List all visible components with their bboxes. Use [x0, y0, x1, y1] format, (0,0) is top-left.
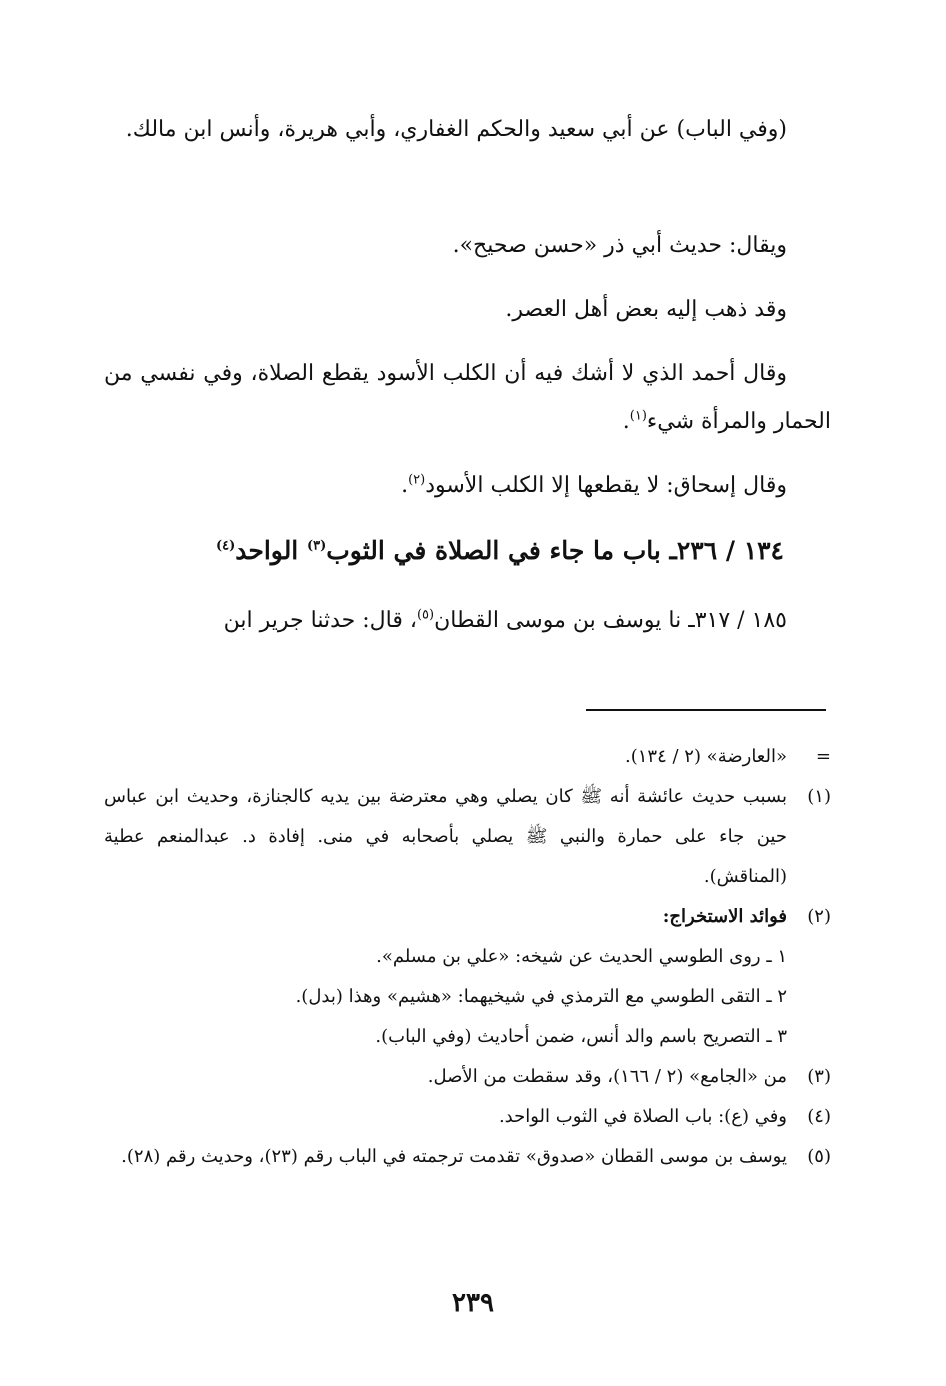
footnote-text: بسبب حديث عائشة أنه ﷺ كان يصلي وهي معترضة بين يديه كالجنازة، وحديث ابن عباس حين جاء على حمارة والنبي ﷺ يصلي بأصحابه في منى. إفادة د. عبدالمنعم عطية (المناقش).	[104, 786, 787, 887]
footnote-continuation	[104, 737, 831, 777]
paragraph-end: .	[622, 409, 630, 434]
footnote-title: فوائد الاستخراج:	[662, 906, 787, 927]
paragraph-end: .	[401, 473, 409, 498]
footnote-text: وفي (ع): باب الصلاة في الثوب الواحد.	[498, 1106, 787, 1127]
footnote-4	[104, 1097, 831, 1137]
paragraph-text: ١٨٥ / ٣١٧ـ نا يوسف بن موسى القطان	[434, 608, 787, 633]
paragraph-dhahab	[104, 286, 831, 334]
footnote-ref-3: (٣)	[306, 538, 327, 554]
footnote-ref-5: (٥)	[416, 607, 435, 623]
paragraph-ishaq	[104, 462, 831, 510]
heading-text: ١٣٤ / ٢٣٦ـ باب ما جاء في الصلاة في الثوب	[326, 536, 784, 565]
paragraph-text: وقال أحمد الذي لا أشك فيه أن الكلب الأسود يقطع الصلاة، وفي نفسي من الحمار والمرأة شيء	[104, 361, 831, 434]
footnote-2	[104, 897, 831, 937]
footnote-marker: (٢)	[807, 906, 831, 927]
footnote-item-text: ١ ـ روى الطوسي الحديث عن شيخه: «علي بن مسلم».	[376, 946, 787, 967]
footnote-3	[104, 1057, 831, 1097]
paragraph-text: وقد ذهب إليه بعض أهل العصر.	[505, 297, 787, 322]
paragraph-text: ويقال: حديث أبي ذر «حسن صحيح».	[452, 233, 787, 258]
footnote-marker: (٤)	[807, 1106, 831, 1127]
paragraph-wa-fi-al-bab	[104, 106, 831, 154]
footnote-marker: =	[815, 746, 831, 767]
footnote-ref-2: (٢)	[408, 472, 426, 488]
footnote-item-text: ٢ ـ التقى الطوسي مع الترمذي في شيخيهما: «هشيم» وهذا (بدل).	[295, 986, 787, 1007]
footnote-marker: (٣)	[807, 1066, 831, 1087]
footnote-2-item	[104, 937, 831, 977]
footnote-5	[104, 1137, 831, 1177]
paragraph-text: (وفي الباب) عن أبي سعيد والحكم الغفاري، وأبي هريرة، وأنس ابن مالك.	[125, 117, 787, 142]
paragraph-hadith-185	[104, 597, 831, 645]
footnote-text: من «الجامع» (٢ / ١٦٦)، وقد سقطت من الأصل.	[427, 1066, 787, 1087]
paragraph-text-end: ، قال: حدثنا جرير ابن	[223, 608, 417, 633]
footnote-1	[104, 777, 831, 897]
footnote-text: «العارضة» (٢ / ١٣٤).	[624, 746, 787, 767]
heading-text-end: الواحد	[235, 536, 307, 565]
paragraph-yuqal	[104, 222, 831, 270]
paragraph-text: وقال إسحاق: لا يقطعها إلا الكلب الأسود	[425, 473, 787, 498]
footnote-ref-1: (١)	[629, 408, 647, 424]
footnote-divider	[586, 709, 826, 711]
footnote-marker: (٥)	[807, 1146, 831, 1167]
footnote-item-text: ٣ ـ التصريح باسم والد أنس، ضمن أحاديث (وفي الباب).	[375, 1026, 787, 1047]
footnote-text: يوسف بن موسى القطان «صدوق» تقدمت ترجمته في الباب رقم (٢٣)، وحديث رقم (٢٨).	[121, 1146, 787, 1167]
paragraph-ahmad	[104, 350, 831, 446]
footnotes-section	[104, 737, 831, 1177]
footnote-2-item	[104, 977, 831, 1017]
footnote-marker: (١)	[807, 786, 831, 807]
footnote-ref-4: (٤)	[215, 538, 236, 554]
page-number: ٢٣٩	[452, 1288, 494, 1318]
footnote-2-item	[104, 1017, 831, 1057]
chapter-heading	[104, 526, 784, 576]
